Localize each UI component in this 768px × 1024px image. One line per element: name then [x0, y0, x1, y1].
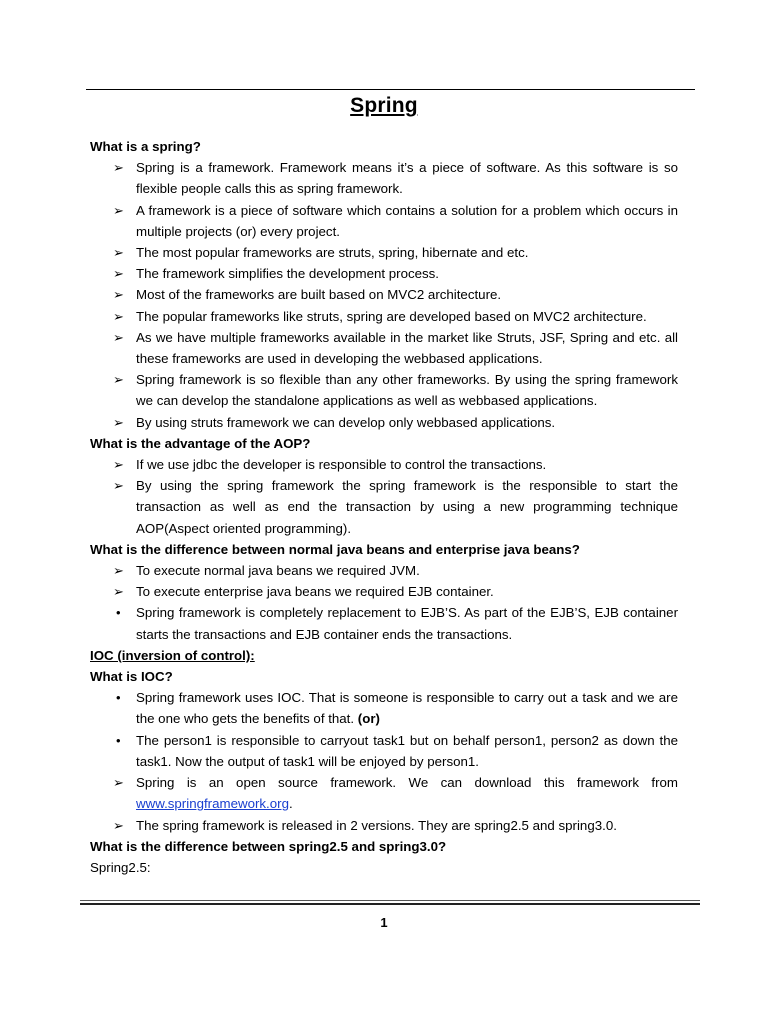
arrow-bullet-icon: ➢	[113, 457, 124, 473]
arrow-bullet-icon: ➢	[113, 266, 124, 282]
list-item: • Spring framework is completely replacement to EJB’S. As part of the EJB’S, EJB container starts the transactions and EJB container ends the transactions.	[90, 602, 678, 644]
list-item: ➢ Spring framework is so flexible than any other frameworks. By using the spring framework we can develop the standalone applications as well as webbased applications.	[90, 369, 678, 411]
list-item: ➢ The framework simplifies the development process.	[90, 263, 678, 284]
arrow-bullet-icon: ➢	[113, 202, 124, 218]
arrow-bullet-icon: ➢	[113, 287, 124, 303]
arrow-bullet-icon: ➢	[113, 372, 124, 388]
footer-rule	[80, 903, 700, 905]
section-heading: What is a spring?	[90, 139, 201, 154]
list-item: ➢ Most of the frameworks are built based on MVC2 architecture.	[90, 284, 678, 305]
dot-bullet-icon: •	[116, 605, 121, 621]
bullet-list	[90, 560, 678, 645]
arrow-bullet-icon: ➢	[113, 563, 124, 579]
list-item: • The person1 is responsible to carryout task1 but on behalf person1, person2 as down the task1. Now the output of task1 will be enjoyed by person1.	[90, 730, 678, 772]
bullet-list	[90, 687, 678, 835]
list-item: • Spring framework uses IOC. That is someone is responsible to carry out a task and we are the one who gets the benefits of that. (or)	[90, 687, 678, 729]
footer-rule	[80, 900, 700, 901]
list-item: ➢ If we use jdbc the developer is responsible to control the transactions.	[90, 454, 678, 475]
document-body	[90, 136, 678, 878]
list-item: ➢ By using struts framework we can develop only webbased applications.	[90, 412, 678, 433]
list-item: ➢ The spring framework is released in 2 versions. They are spring2.5 and spring3.0.	[90, 815, 678, 836]
page-title: Spring	[350, 94, 418, 117]
arrow-bullet-icon: ➢	[113, 584, 124, 600]
arrow-bullet-icon: ➢	[113, 478, 124, 494]
list-item: ➢ To execute normal java beans we required JVM.	[90, 560, 678, 581]
header-rule	[86, 89, 695, 90]
ioc-heading: IOC (inversion of control):	[90, 647, 255, 663]
arrow-bullet-icon: ➢	[113, 329, 124, 345]
list-item: ➢ The most popular frameworks are struts, spring, hibernate and etc.	[90, 242, 678, 263]
arrow-bullet-icon: ➢	[113, 817, 124, 833]
page-number: 1	[380, 915, 388, 930]
bullet-list	[90, 454, 678, 539]
section-heading: What is the advantage of the AOP?	[90, 435, 311, 451]
list-item: ➢ Spring is an open source framework. We can download this framework from www.springframework.org.	[90, 772, 678, 814]
list-item: ➢ Spring is a framework. Framework means it’s a piece of software. As this software is so flexible people calls this as spring framework.	[90, 157, 678, 199]
section-heading: What is the difference between spring2.5 and spring3.0?	[90, 838, 447, 854]
section-heading: What is the difference between normal java beans and enterprise java beans?	[90, 541, 580, 557]
arrow-bullet-icon: ➢	[113, 308, 124, 324]
list-item: ➢ The popular frameworks like struts, spring are developed based on MVC2 architecture.	[90, 306, 678, 327]
or-emphasis: (or)	[357, 711, 380, 727]
spring25-label: Spring2.5:	[90, 859, 151, 875]
list-item: ➢ As we have multiple frameworks available in the market like Struts, JSF, Spring and etc. all these frameworks are used in developing the webbased applications.	[90, 327, 678, 369]
section-heading: What is IOC?	[90, 669, 173, 685]
list-item: ➢ By using the spring framework the spring framework is the responsible to start the transaction as well as end the transaction by using a new programming technique AOP(Aspect oriented programming).	[90, 475, 678, 539]
dot-bullet-icon: •	[116, 690, 121, 706]
arrow-bullet-icon: ➢	[113, 775, 124, 791]
springframework-link[interactable]: www.springframework.org	[136, 796, 289, 812]
arrow-bullet-icon: ➢	[113, 414, 124, 430]
dot-bullet-icon: •	[116, 732, 121, 748]
bullet-list	[90, 157, 678, 433]
list-item: ➢ To execute enterprise java beans we required EJB container.	[90, 581, 678, 602]
list-item: ➢ A framework is a piece of software which contains a solution for a problem which occurs in multiple projects (or) every project.	[90, 200, 678, 242]
arrow-bullet-icon: ➢	[113, 160, 124, 176]
arrow-bullet-icon: ➢	[113, 245, 124, 261]
